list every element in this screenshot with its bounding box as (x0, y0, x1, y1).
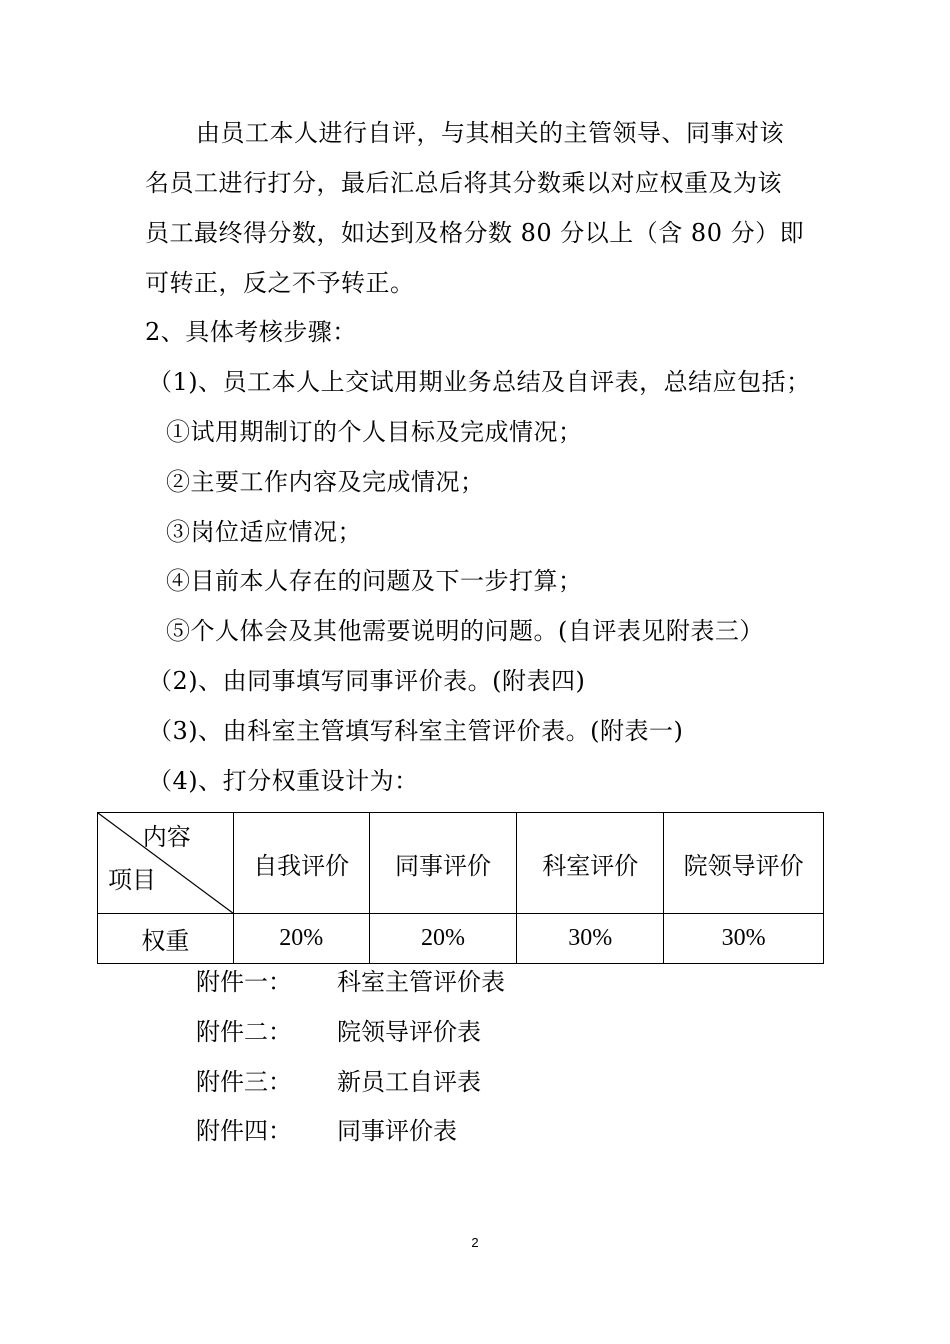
step-3: （3)、由科室主管填写科室主管评价表。(附表一) (148, 717, 684, 745)
corner-top-label: 内容 (142, 823, 191, 851)
attachment-item (196, 1067, 481, 1097)
attachment-item (196, 1116, 457, 1146)
sub-item-4: ④目前本人存在的问题及下一步打算； (166, 567, 583, 595)
step-1: （1)、员工本人上交试用期业务总结及自评表，总结应包括； (148, 368, 811, 396)
table-header-cell: 同事评价 (369, 813, 517, 914)
sub-item-2: ②主要工作内容及完成情况； (166, 468, 485, 496)
paragraph-line-2: 名员工进行打分，最后汇总后将其分数乘以对应权重及为该 (145, 169, 782, 197)
paragraph-line-3: 员工最终得分数，如达到及格分数 80 分以上（含 80 分）即 (145, 219, 805, 247)
sub-item-1: ①试用期制订的个人目标及完成情况； (166, 418, 583, 446)
attachment-key: 附件四： (196, 1117, 292, 1145)
attachment-item (196, 967, 505, 997)
table-corner-cell (98, 813, 234, 914)
table-header-row (98, 813, 824, 914)
paragraph-line-4: 可转正，反之不予转正。 (145, 269, 415, 297)
attachment-key: 附件一： (196, 968, 292, 996)
page-number: 2 (471, 1235, 479, 1250)
table-header-cell: 院领导评价 (664, 813, 824, 914)
table-cell: 20% (369, 914, 517, 964)
table-row-label: 权重 (98, 914, 234, 964)
attachment-key: 附件二： (196, 1018, 292, 1046)
table-cell: 20% (233, 914, 369, 964)
section-heading: 2、具体考核步骤： (145, 318, 357, 346)
attachment-value: 同事评价表 (337, 1117, 457, 1145)
table-cell: 30% (517, 914, 664, 964)
weights-table (97, 812, 824, 964)
sub-item-5: ⑤个人体会及其他需要说明的问题。(自评表见附表三） (166, 617, 764, 645)
paragraph-line-1: 由员工本人进行自评，与其相关的主管领导、同事对该 (196, 119, 784, 147)
corner-bottom-label: 项目 (108, 866, 156, 894)
attachment-item (196, 1017, 481, 1047)
table-header-cell: 科室评价 (517, 813, 664, 914)
table-header-cell: 自我评价 (233, 813, 369, 914)
table-cell: 30% (664, 914, 824, 964)
step-4: （4)、打分权重设计为： (148, 767, 419, 795)
step-2: （2)、由同事填写同事评价表。(附表四) (148, 667, 586, 695)
attachment-key: 附件三： (196, 1068, 292, 1096)
sub-item-3: ③岗位适应情况； (166, 518, 362, 546)
attachment-value: 科室主管评价表 (337, 968, 505, 996)
attachment-value: 院领导评价表 (337, 1018, 481, 1046)
attachment-value: 新员工自评表 (337, 1068, 481, 1096)
table-row (98, 914, 824, 964)
